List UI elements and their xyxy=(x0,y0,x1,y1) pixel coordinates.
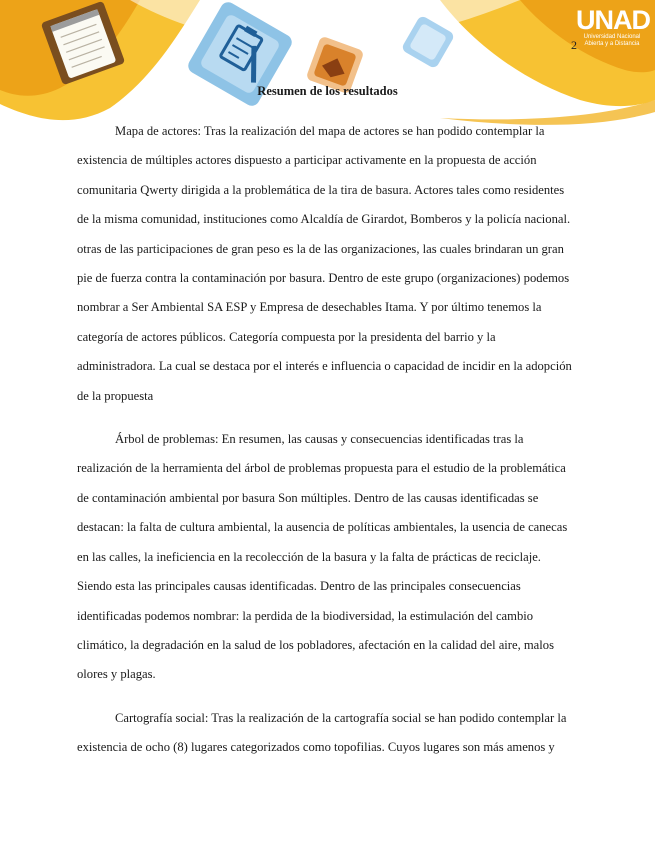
logo-mark: UNAD xyxy=(576,5,650,35)
paragraph-arbol-problemas: Árbol de problemas: En resumen, las causas y consecuencias identificadas tras la realización de la herramienta del árbol de problemas propuesta para el estudio de la problemática de contaminación ambiental por basura Son múltiples. Dentro de las causas identificadas se destacan: la falta de cultura ambiental, la ausencia de políticas ambientales, la usencia de canecas en las calles, la ineficiencia en la recolección de la basura y la falta de prácticas de reciclaje. Siendo esta las principales causas identificadas. Dentro de las principales consecuencias identificadas podemos nombrar: la perdida de la biodiversidad, la estimulación del cambio climático, la degradación en la salud de los pobladores, afectación en la calidad del aire, malos olores y plagas. xyxy=(77,432,568,682)
page-number: 2 xyxy=(571,38,577,52)
document-body xyxy=(77,117,577,777)
logo-tagline-1: Universidad Nacional xyxy=(583,34,641,40)
document-title: Resumen de los resultados xyxy=(257,84,398,98)
paragraph-cartografia-social: Cartografía social: Tras la realización de la cartografía social se han podido contemplar la existencia de ocho (8) lugares categorizados como topofilias. Cuyos lugares son más amenos y xyxy=(77,710,567,755)
logo-tagline-2: Abierta y a Distancia xyxy=(584,41,640,47)
paragraph-mapa-actores: Mapa de actores: Tras la realización del mapa de actores se han podido contemplar la existencia de múltiples actores dispuesto a participar activamente en la propuesta de acción comunitaria Qwerty dirigida a la problemática de la tira de basura. Actores tales como residentes de la misma comunidad, instituciones como Alcaldía de Girardot, Bomberos y la policía nacional. otras de las participaciones de gran peso es la de las organizaciones, las cuales brindaran un gran pie de fuerza contra la contaminación por basura. Dentro de este grupo (organizaciones) podemos nombrar a Ser Ambiental SA ESP y Empresa de desechables Itama. Y por último tenemos la categoría de actores públicos. Categoría compuesta por la presidenta del barrio y la administradora. La cual se destaca por el interés e influencia o capacidad de incidir en la adopción de la propuesta xyxy=(77,124,572,403)
unad-logo xyxy=(576,6,648,58)
